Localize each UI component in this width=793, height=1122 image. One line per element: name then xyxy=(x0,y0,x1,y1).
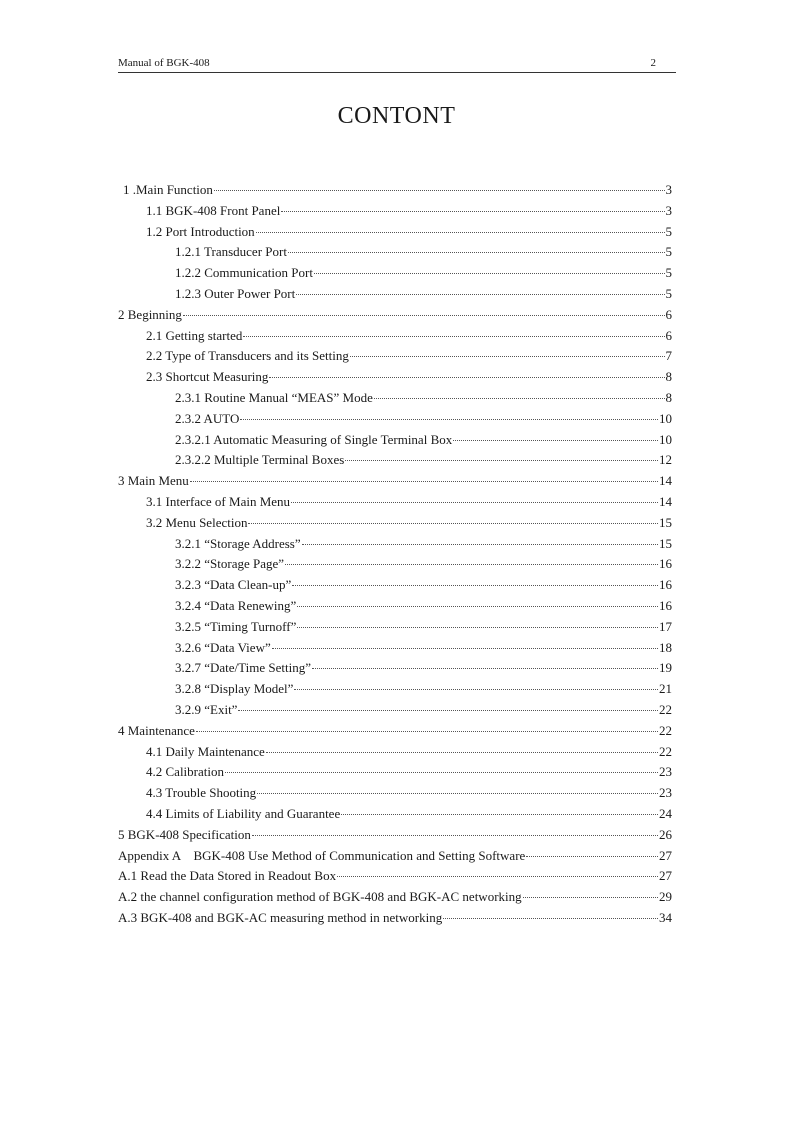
toc-entry-label: 4 Maintenance xyxy=(118,722,195,738)
toc-entry[interactable] xyxy=(118,305,672,326)
toc-entry[interactable] xyxy=(118,554,672,575)
dot-leader xyxy=(281,211,664,212)
toc-entry[interactable] xyxy=(118,908,672,929)
toc-entry-label: 2.3 Shortcut Measuring xyxy=(146,369,269,385)
toc-entry[interactable] xyxy=(118,513,672,534)
dot-leader xyxy=(302,544,658,545)
toc-entry-page: 24 xyxy=(659,805,672,821)
toc-entry-page: 14 xyxy=(659,493,672,509)
toc-entry-page: 22 xyxy=(659,743,672,759)
dot-leader xyxy=(345,460,658,461)
toc-entry[interactable] xyxy=(118,284,672,305)
dot-leader xyxy=(297,606,658,607)
toc-entry-label: 2.3.2 AUTO xyxy=(175,410,240,426)
dot-leader xyxy=(285,564,658,565)
toc-entry[interactable] xyxy=(118,450,672,471)
toc-entry-page: 3 xyxy=(665,202,672,218)
toc-entry[interactable] xyxy=(118,430,672,451)
toc-entry-page: 27 xyxy=(659,868,672,884)
toc-entry-label: Appendix A BGK-408 Use Method of Communication and Setting Software xyxy=(118,847,526,863)
document-title: CONTONT xyxy=(337,103,456,129)
dot-leader xyxy=(296,294,664,295)
toc-entry-page: 10 xyxy=(659,410,672,426)
dot-leader xyxy=(248,523,658,524)
toc-entry-label: 1.2.1 Transducer Port xyxy=(175,244,287,260)
dot-leader xyxy=(341,814,658,815)
dot-leader xyxy=(190,481,658,482)
toc-entry-label: 4.1 Daily Maintenance xyxy=(146,743,265,759)
toc-entry[interactable] xyxy=(118,575,672,596)
toc-entry-label: 4.2 Calibration xyxy=(146,764,224,780)
toc-entry-page: 5 xyxy=(665,265,672,281)
page-number: 2 xyxy=(650,57,656,69)
toc-entry-page: 19 xyxy=(659,660,672,676)
toc-entry-label: 1.1 BGK-408 Front Panel xyxy=(146,202,281,218)
dot-leader xyxy=(350,356,665,357)
toc-entry-label: 3.2.8 “Display Model” xyxy=(175,681,294,697)
dot-leader xyxy=(256,232,665,233)
toc-entry-page: 26 xyxy=(659,826,672,842)
toc-entry-page: 34 xyxy=(659,909,672,925)
toc-entry-page: 16 xyxy=(659,577,672,593)
dot-leader xyxy=(243,336,664,337)
toc-entry-page: 23 xyxy=(659,785,672,801)
toc-entry[interactable] xyxy=(118,346,672,367)
toc-entry-label: 1 .Main Function xyxy=(123,182,213,197)
table-of-contents xyxy=(118,180,672,929)
toc-entry-page: 29 xyxy=(659,889,672,905)
toc-entry-label: 2.2 Type of Transducers and its Setting xyxy=(146,348,349,364)
toc-entry-label: 3.2.7 “Date/Time Setting” xyxy=(175,660,312,676)
toc-entry[interactable] xyxy=(118,762,672,783)
dot-leader xyxy=(225,772,658,773)
toc-entry-label: 1.2.2 Communication Port xyxy=(175,265,313,281)
toc-entry[interactable] xyxy=(118,638,672,659)
manual-title: Manual of BGK-408 xyxy=(118,57,210,69)
dot-leader xyxy=(252,835,658,836)
toc-entry-page: 5 xyxy=(665,244,672,260)
dot-leader xyxy=(453,440,658,441)
dot-leader xyxy=(292,585,658,586)
toc-entry-page: 14 xyxy=(659,473,672,489)
toc-entry[interactable] xyxy=(118,492,672,513)
dot-leader xyxy=(526,856,658,857)
dot-leader xyxy=(288,252,665,253)
dot-leader xyxy=(214,190,665,191)
toc-entry-page: 12 xyxy=(659,452,672,468)
toc-entry[interactable] xyxy=(118,201,672,222)
dot-leader xyxy=(272,648,658,649)
dot-leader xyxy=(337,876,658,877)
dot-leader xyxy=(294,689,658,690)
dot-leader xyxy=(312,668,658,669)
toc-entry-page: 6 xyxy=(665,306,672,322)
toc-entry-label: 3.2.3 “Data Clean-up” xyxy=(175,577,292,593)
toc-entry-page: 16 xyxy=(659,597,672,613)
toc-entry-label: 3.2.4 “Data Renewing” xyxy=(175,597,297,613)
dot-leader xyxy=(314,273,665,274)
toc-entry[interactable] xyxy=(118,326,672,347)
toc-entry-label: 3.2.2 “Storage Page” xyxy=(175,556,285,572)
toc-entry-page: 18 xyxy=(659,639,672,655)
toc-entry-label: A.1 Read the Data Stored in Readout Box xyxy=(118,868,337,884)
toc-entry-page: 10 xyxy=(659,431,672,447)
toc-entry-label: 3 Main Menu xyxy=(118,473,189,489)
toc-entry[interactable] xyxy=(118,866,672,887)
toc-entry[interactable] xyxy=(118,596,672,617)
toc-entry-label: 3.1 Interface of Main Menu xyxy=(146,493,291,509)
toc-entry-page: 17 xyxy=(659,618,672,634)
dot-leader xyxy=(240,419,658,420)
toc-entry[interactable] xyxy=(118,180,672,201)
toc-entry-label: 3.2 Menu Selection xyxy=(146,514,248,530)
toc-entry-page: 8 xyxy=(665,389,672,405)
toc-entry-label: 3.2.1 “Storage Address” xyxy=(175,535,301,551)
dot-leader xyxy=(443,918,658,919)
dot-leader xyxy=(523,897,658,898)
toc-entry-label: 2.3.1 Routine Manual “MEAS” Mode xyxy=(175,389,373,405)
toc-entry-label: 3.2.5 “Timing Turnoff” xyxy=(175,618,297,634)
toc-entry[interactable] xyxy=(118,825,672,846)
toc-entry-label: 3.2.6 “Data View” xyxy=(175,639,271,655)
toc-entry-page: 15 xyxy=(659,535,672,551)
toc-entry-label: 3.2.9 “Exit” xyxy=(175,701,238,717)
toc-entry-label: 1.2.3 Outer Power Port xyxy=(175,285,296,301)
toc-entry-label: 4.3 Trouble Shooting xyxy=(146,785,257,801)
dot-leader xyxy=(291,502,658,503)
dot-leader xyxy=(238,710,658,711)
toc-entry[interactable] xyxy=(118,617,672,638)
page-header xyxy=(118,56,676,73)
toc-entry[interactable] xyxy=(118,367,672,388)
toc-entry-page: 15 xyxy=(659,514,672,530)
toc-entry[interactable] xyxy=(118,679,672,700)
toc-entry-page: 16 xyxy=(659,556,672,572)
toc-entry[interactable] xyxy=(118,409,672,430)
toc-entry-label: 2.3.2.1 Automatic Measuring of Single Terminal Box xyxy=(175,431,453,447)
toc-entry-page: 8 xyxy=(665,369,672,385)
toc-entry-label: 4.4 Limits of Liability and Guarantee xyxy=(146,805,341,821)
toc-entry-label: 1.2 Port Introduction xyxy=(146,223,255,239)
toc-entry-label: A.2 the channel configuration method of BGK-408 and BGK-AC networking xyxy=(118,889,522,905)
dot-leader xyxy=(196,731,658,732)
toc-entry[interactable] xyxy=(118,534,672,555)
dot-leader xyxy=(374,398,665,399)
toc-entry-label: 5 BGK-408 Specification xyxy=(118,826,251,842)
toc-entry[interactable] xyxy=(118,700,672,721)
toc-entry-page: 3 xyxy=(665,182,672,197)
toc-entry[interactable] xyxy=(118,887,672,908)
toc-entry-label: 2.1 Getting started xyxy=(146,327,243,343)
dot-leader xyxy=(297,627,658,628)
toc-entry-page: 6 xyxy=(665,327,672,343)
toc-entry-label: 2 Beginning xyxy=(118,306,182,322)
toc-entry[interactable] xyxy=(118,804,672,825)
toc-entry-label: A.3 BGK-408 and BGK-AC measuring method in networking xyxy=(118,909,443,925)
toc-entry-page: 21 xyxy=(659,681,672,697)
dot-leader xyxy=(269,377,664,378)
toc-entry-page: 5 xyxy=(665,285,672,301)
toc-entry[interactable] xyxy=(118,783,672,804)
dot-leader xyxy=(266,752,658,753)
toc-entry[interactable] xyxy=(118,471,672,492)
toc-entry[interactable] xyxy=(118,242,672,263)
dot-leader xyxy=(257,793,658,794)
toc-entry-page: 22 xyxy=(659,722,672,738)
toc-entry-page: 22 xyxy=(659,701,672,717)
toc-entry[interactable] xyxy=(118,263,672,284)
toc-entry[interactable] xyxy=(118,742,672,763)
toc-entry[interactable] xyxy=(118,658,672,679)
toc-entry-label: 2.3.2.2 Multiple Terminal Boxes xyxy=(175,452,345,468)
toc-entry-page: 23 xyxy=(659,764,672,780)
toc-entry[interactable] xyxy=(118,222,672,243)
dot-leader xyxy=(183,315,665,316)
toc-entry-page: 7 xyxy=(665,348,672,364)
toc-entry[interactable] xyxy=(118,846,672,867)
toc-entry[interactable] xyxy=(118,721,672,742)
toc-entry-page: 5 xyxy=(665,223,672,239)
toc-entry[interactable] xyxy=(118,388,672,409)
toc-entry-page: 27 xyxy=(659,847,672,863)
